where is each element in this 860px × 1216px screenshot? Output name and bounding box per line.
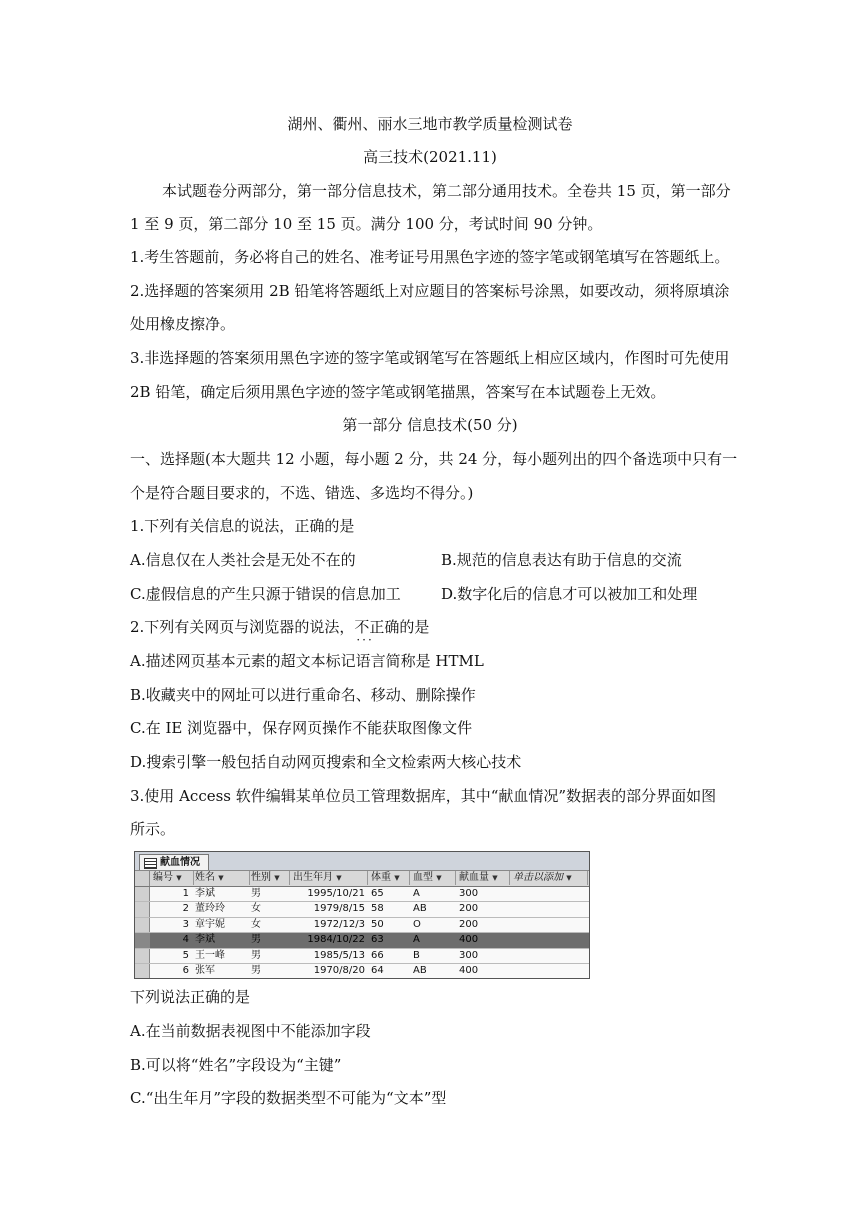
q2-stem-prefix: 2.下列有关网页与浏览器的说法，: [130, 618, 355, 636]
table-row[interactable]: [135, 887, 589, 903]
q2-option-d: D.搜索引擎一般包括自动网页搜索和全文检索两大核心技术: [130, 753, 522, 771]
dropdown-arrow-icon: ▼: [394, 874, 400, 882]
table-cell[interactable]: 400: [459, 965, 479, 976]
q3-option-c: C.“出生年月”字段的数据类型不可能为“文本”型: [130, 1089, 447, 1107]
table-row[interactable]: [135, 949, 589, 965]
table-cell[interactable]: 王一峰: [195, 949, 225, 961]
datasheet-header-row: [135, 871, 589, 887]
table-cell[interactable]: 5: [182, 949, 189, 961]
q2-option-c: C.在 IE 浏览器中，保存网页操作不能获取图像文件: [130, 719, 473, 737]
table-cell[interactable]: 李斌: [195, 934, 215, 945]
table-cell[interactable]: 男: [251, 965, 261, 976]
dropdown-arrow-icon: ▼: [566, 874, 572, 882]
table-row[interactable]: [135, 902, 589, 918]
table-row[interactable]: [135, 918, 589, 934]
table-cell[interactable]: 男: [251, 934, 261, 945]
table-cell[interactable]: 董玲玲: [195, 903, 225, 914]
table-cell[interactable]: 1985/5/13: [313, 949, 365, 961]
table-cell[interactable]: 300: [459, 887, 479, 899]
table-cell[interactable]: 2: [182, 903, 189, 914]
table-cell[interactable]: 1972/12/3: [313, 918, 365, 930]
q3-option-b: B.可以将“姓名”字段设为“主键”: [130, 1056, 342, 1074]
section-instruction-2: 个是符合题目要求的，不选、错选、多选均不得分。): [130, 484, 474, 502]
row-selector[interactable]: [135, 902, 150, 917]
column-header-weight[interactable]: 体重 ▼: [371, 871, 410, 885]
access-datasheet: [135, 871, 589, 979]
intro-line-1: 本试题卷分两部分，第一部分信息技术，第二部分通用技术。全卷共 15 页，第一部分: [162, 182, 731, 200]
q2-option-b: B.收藏夹中的网址可以进行重命名、移动、删除操作: [130, 686, 476, 704]
note-1: 1.考生答题前，务必将自己的姓名、准考证号用黑色字迹的签字笔或钢笔填写在答题纸上。: [130, 248, 730, 266]
row-selector[interactable]: [135, 933, 150, 948]
table-row[interactable]: [135, 933, 589, 949]
column-header-birthdate[interactable]: 出生年月 ▼: [293, 871, 368, 885]
exam-title: 湖州、衢州、丽水三地市教学质量检测试卷: [287, 115, 573, 133]
q3-stem-1: 3.使用 Access 软件编辑某单位员工管理数据库，其中“献血情况”数据表的部分界面如图: [130, 787, 717, 805]
note-3: 3.非选择题的答案须用黑色字迹的签字笔或钢笔写在答题纸上相应区域内，作图时可先使用: [130, 349, 730, 367]
column-header-gender[interactable]: 性别 ▼: [251, 871, 290, 885]
table-cell[interactable]: 男: [251, 949, 261, 961]
q1-option-b: B.规范的信息表达有助于信息的交流: [441, 551, 682, 569]
table-cell[interactable]: 58: [371, 903, 384, 914]
intro-line-2: 1 至 9 页，第二部分 10 至 15 页。满分 100 分，考试时间 90 分钟。: [130, 215, 603, 233]
access-tab-bar: [135, 852, 589, 871]
q2-stem: [130, 617, 429, 637]
q2-stem-suffix: 的是: [399, 618, 430, 636]
table-cell[interactable]: AB: [413, 965, 427, 976]
access-table-tab-label: 献血情况: [160, 857, 200, 868]
table-icon: [144, 858, 157, 869]
dropdown-arrow-icon: ▼: [176, 874, 182, 882]
table-cell[interactable]: 4: [182, 934, 189, 945]
exam-subtitle: 高三技术(2021.11): [363, 148, 497, 166]
table-cell[interactable]: 66: [371, 949, 384, 961]
table-cell[interactable]: 50: [371, 918, 384, 930]
row-selector[interactable]: [135, 918, 150, 933]
table-cell[interactable]: 1979/8/15: [313, 903, 365, 914]
row-selector[interactable]: [135, 964, 150, 979]
q1-option-d: D.数字化后的信息才可以被加工和处理: [441, 585, 698, 603]
select-all-box[interactable]: [135, 871, 150, 886]
part-title: 第一部分 信息技术(50 分): [342, 416, 518, 434]
table-cell[interactable]: 女: [251, 918, 261, 930]
note-2-cont: 处用橡皮擦净。: [130, 315, 236, 333]
table-cell[interactable]: 男: [251, 887, 261, 899]
dropdown-arrow-icon: ▼: [274, 874, 280, 882]
q2-stem-emphasis: 不正确 ···: [354, 617, 399, 637]
dropdown-arrow-icon: ▼: [336, 874, 342, 882]
table-cell[interactable]: O: [413, 918, 421, 930]
q2-option-a: A.描述网页基本元素的超文本标记语言简称是 HTML: [130, 652, 484, 670]
table-cell[interactable]: 1995/10/21: [307, 887, 365, 899]
access-table-tab[interactable]: [139, 854, 209, 870]
table-cell[interactable]: A: [413, 887, 420, 899]
table-cell[interactable]: 64: [371, 965, 384, 976]
column-header-name[interactable]: 姓名 ▼: [195, 871, 250, 885]
table-cell[interactable]: 200: [459, 918, 479, 930]
section-instruction-1: 一、选择题(本大题共 12 小题，每小题 2 分，共 24 分，每小题列出的四个备选项中只有一: [130, 450, 738, 468]
table-cell[interactable]: 3: [182, 918, 189, 930]
table-cell[interactable]: 200: [459, 903, 479, 914]
column-header-add-field[interactable]: 单击以添加 ▼: [513, 871, 588, 885]
column-header-donation[interactable]: 献血量 ▼: [459, 871, 510, 885]
table-cell[interactable]: 章宇妮: [195, 918, 225, 930]
column-header-bloodtype[interactable]: 血型 ▼: [413, 871, 456, 885]
q3-after-figure: 下列说法正确的是: [130, 988, 251, 1006]
table-cell[interactable]: 65: [371, 887, 384, 899]
row-selector[interactable]: [135, 949, 150, 964]
q1-option-a: A.信息仅在人类社会是无处不在的: [130, 551, 356, 569]
table-cell[interactable]: 1984/10/22: [307, 934, 365, 945]
table-cell[interactable]: 63: [371, 934, 384, 945]
table-cell[interactable]: 女: [251, 903, 261, 914]
row-selector[interactable]: [135, 887, 150, 902]
table-cell[interactable]: A: [413, 934, 420, 945]
table-cell[interactable]: 6: [182, 965, 189, 976]
access-screenshot: [134, 851, 590, 979]
q3-stem-2: 所示。: [130, 820, 176, 838]
q1-option-c: C.虚假信息的产生只源于错误的信息加工: [130, 585, 401, 603]
table-cell[interactable]: 1970/8/20: [313, 965, 365, 976]
table-cell[interactable]: 300: [459, 949, 479, 961]
table-cell[interactable]: 1: [182, 887, 189, 899]
note-3-cont: 2B 铅笔，确定后须用黑色字迹的签字笔或钢笔描黑，答案写在本试题卷上无效。: [130, 383, 666, 401]
column-header-id[interactable]: 编号 ▼: [153, 871, 194, 885]
q1-stem: 1.下列有关信息的说法，正确的是: [130, 517, 355, 535]
dropdown-arrow-icon: ▼: [492, 874, 498, 882]
table-row[interactable]: [135, 964, 589, 979]
table-cell[interactable]: B: [413, 949, 420, 961]
table-cell[interactable]: 李斌: [195, 887, 215, 899]
dropdown-arrow-icon: ▼: [436, 874, 442, 882]
q3-option-a: A.在当前数据表视图中不能添加字段: [130, 1022, 371, 1040]
note-2: 2.选择题的答案须用 2B 铅笔将答题纸上对应题目的答案标号涂黑，如要改动，须将原填涂: [130, 282, 730, 300]
dropdown-arrow-icon: ▼: [218, 874, 224, 882]
table-cell[interactable]: AB: [413, 903, 427, 914]
table-cell[interactable]: 张军: [195, 965, 215, 976]
table-cell[interactable]: 400: [459, 934, 479, 945]
